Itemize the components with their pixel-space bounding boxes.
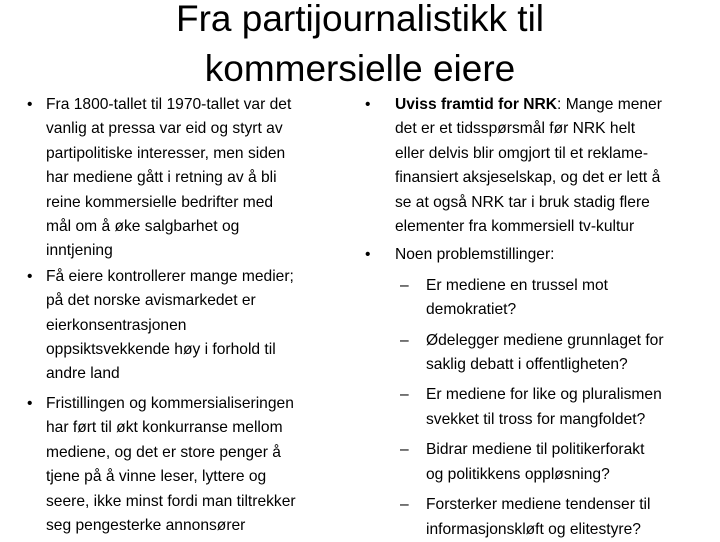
item-line: seg pengesterke annonsører [46, 516, 246, 534]
sub-bullet-item [360, 383, 720, 432]
item-line: vanlig at pressa var eid og styrt av [46, 120, 283, 138]
item-line: se at også NRK tar i bruk stadig flere [395, 193, 650, 211]
item-line: svekket til tross for mangfoldet? [426, 410, 646, 428]
bullet-icon: • [365, 96, 371, 113]
item-line: partipolitiske interesser, men siden [46, 144, 286, 162]
item-line: det er et tidsspørsmål før NRK helt [395, 120, 636, 138]
item-line: demokratiet? [426, 301, 517, 319]
item-line: informasjonskløft og elitestyre? [426, 520, 641, 538]
bullet-icon: • [27, 267, 33, 285]
item-line: inntjening [46, 242, 113, 260]
bullet-item [0, 392, 360, 538]
item-line: saklig debatt i offentligheten? [426, 356, 628, 374]
bullet-item [0, 93, 360, 264]
item-line: elementer fra kommersiell tv-kultur [395, 218, 635, 236]
item-line: har mediene gått i retning av å bli [46, 169, 277, 187]
item-line: Fristillingen og kommersialiseringen [46, 394, 294, 412]
item-line: Noen problemstillinger: [395, 246, 555, 264]
item-line: Er mediene en trussel mot [426, 276, 609, 294]
dash-icon: – [400, 276, 409, 294]
bullet-icon: • [365, 246, 371, 264]
title-line: Fra partijournalistikk til [175, 0, 545, 39]
title-line: kommersielle eiere [204, 48, 516, 89]
item-line: seere, ikke minst fordi man tiltrekker [46, 492, 296, 510]
item-text: : Mange mener [557, 96, 662, 113]
item-line: tjene på å vinne leser, lyttere og [46, 468, 267, 486]
item-line: Få eiere kontrollerer mange medier; [46, 267, 294, 285]
item-line: mål om å øke salgbarhet og [46, 218, 240, 236]
bullet-icon: • [27, 96, 33, 113]
right-column [360, 93, 720, 542]
item-line: på det norske avismarkedet er [46, 292, 256, 310]
item-line: finansiert aksjeselskap, og det er lett å [395, 169, 661, 187]
sub-bullet-item [360, 329, 720, 378]
item-line: oppsiktsvekkende høy i forhold til [46, 341, 276, 359]
dash-icon: – [400, 496, 409, 514]
dash-icon: – [400, 386, 409, 404]
sub-bullet-item [360, 438, 720, 487]
item-line: Bidrar mediene til politikerforakt [426, 441, 645, 459]
sub-bullet-item [360, 493, 720, 542]
bullet-item [0, 265, 360, 387]
item-line: Er mediene for like og pluralismen [426, 386, 662, 404]
item-line: Forsterker mediene tendenser til [426, 496, 651, 514]
item-line: eierkonsentrasjonen [46, 316, 187, 334]
dash-icon: – [400, 331, 409, 349]
item-heading: Uviss framtid for NRK [395, 96, 558, 113]
bullet-item [360, 243, 720, 267]
bullet-icon: • [27, 394, 33, 412]
item-line: Ødelegger mediene grunnlaget for [426, 331, 664, 349]
bullet-item [360, 93, 720, 239]
item-line: eller delvis blir omgjort til et reklame- [395, 144, 649, 162]
item-line: Fra 1800-tallet til 1970-tallet var det [46, 96, 292, 113]
item-line: og politikkens oppløsning? [426, 465, 610, 483]
sub-bullet-item [360, 274, 720, 323]
item-line: reine kommersielle bedrifter med [46, 193, 274, 211]
dash-icon: – [400, 441, 409, 459]
left-column [0, 93, 360, 538]
item-line: andre land [46, 365, 120, 383]
item-line [395, 93, 720, 117]
slide-title [0, 0, 720, 94]
item-line: har ført til økt konkurranse mellom [46, 419, 283, 437]
item-line: mediene, og det er store penger å [46, 443, 281, 461]
